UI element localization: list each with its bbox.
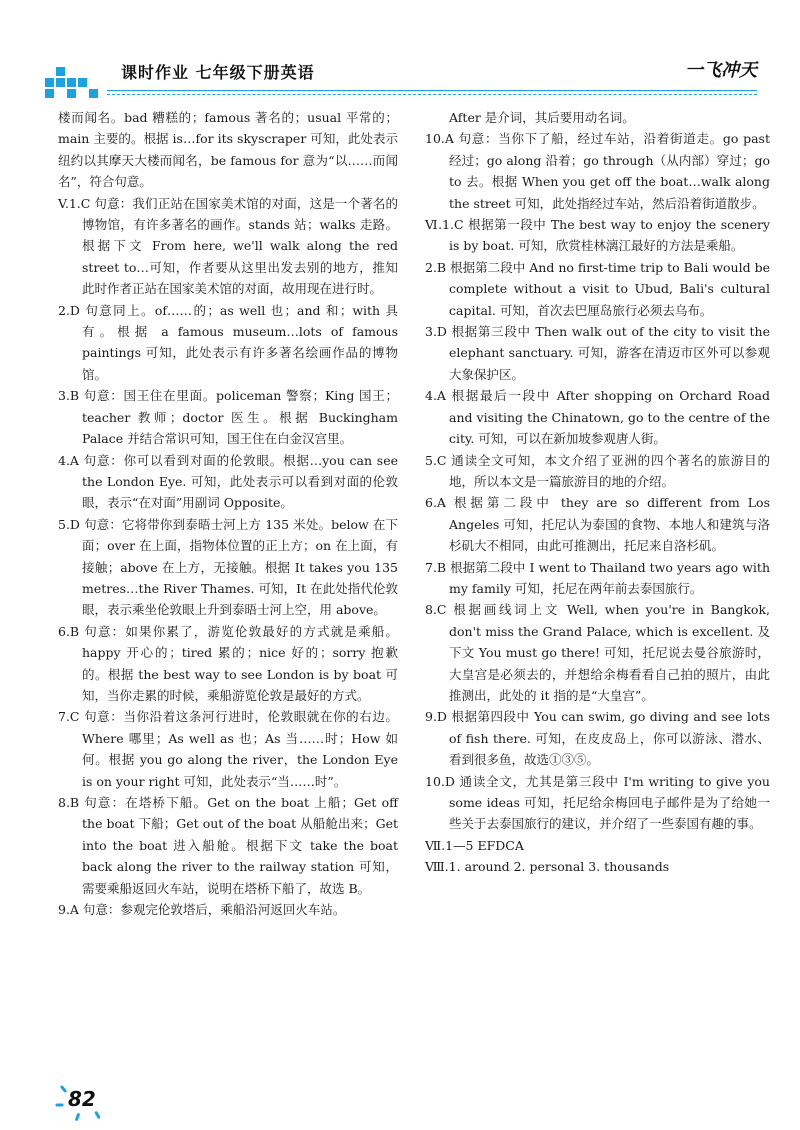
answer-paragraph: 9.D 根据第四段中 You can swim, go diving and see lots of fish there. 可知，在皮皮岛上，你可以游泳、潜水、看到很多鱼，故选①③⑤。: [425, 709, 770, 768]
answer-paragraph: 7.B 根据第二段中 I went to Thailand two years ago with my family 可知，托尼在两年前去泰国旅行。: [425, 559, 770, 596]
header-decoration-icon: [45, 62, 107, 100]
answer-paragraph: Ⅷ.1. around 2. personal 3. thousands: [425, 859, 670, 875]
right-column: [425, 107, 770, 878]
answer-paragraph: 8.C 根据画线词上文 Well, when you're in Bangkok, don't miss the Grand Palace, which is excellent. 及下文 You must go there! 可知，托尼说去曼谷旅游时，大皇宫是必须去的，并想给余梅看看自己拍的照片，由此推测出，此处的 it 指的是“大皇宫”。: [425, 602, 770, 703]
page-header: [45, 58, 757, 104]
header-rule-dashed: [107, 94, 757, 95]
header-title: 课时作业 七年级下册英语: [121, 63, 315, 82]
sun-ray-icon: [60, 1085, 67, 1093]
sun-ray-icon: [94, 1111, 101, 1119]
sun-ray-icon: [56, 1104, 64, 1107]
answer-paragraph: 楼而闻名。bad 糟糕的；famous 著名的；usual 平常的；main 主要的。根据 is…for its skyscraper 可知，此处表示纽约以其摩天大楼而闻名，be famous for 意为“以……而闻名”，符合句意。: [58, 110, 398, 190]
sun-ray-icon: [75, 1113, 81, 1122]
answer-paragraph: 10.A 句意：当你下了船，经过车站，沿着街道走。go past 经过；go along 沿着；go through（从内部）穿过；go to 去。根据 When you get off the boat…walk along the street 可知，此处指经过车站，然后沿着街道散步。: [425, 131, 770, 211]
answer-paragraph: 7.C 句意：当你沿着这条河行进时，伦敦眼就在你的右边。Where 哪里；As well as 也；As 当……时；How 如何。根据 you go along the river，the London Eye is on your right 可知，此处表示“当……时”。: [58, 709, 398, 789]
answer-paragraph: 3.D 根据第三段中 Then walk out of the city to visit the elephant sanctuary. 可知，游客在清迈市区外可以参观大象保护区。: [425, 324, 770, 382]
answer-paragraph: Ⅶ.1—5 EFDCA: [425, 837, 524, 853]
header-rule: [107, 90, 757, 91]
left-column: [58, 107, 398, 920]
answer-paragraph: 4.A 根据最后一段中 After shopping on Orchard Road and visiting the Chinatown, go to the centre of the city. 可知，可以在新加坡参观唐人街。: [425, 388, 770, 447]
answer-paragraph: 5.D 句意：它将带你到泰晤士河上方 135 米处。below 在下面；over 在上面，指物体位置的正上方；on 在上面，有接触；above 在上方，无接触。根据 It takes you 135 metres…the River Thames. 可知，It 在此处指代伦敦眼，表示乘坐伦敦眼上升到泰晤士河上空，用 above。: [58, 516, 398, 618]
answer-paragraph: 4.A 句意：你可以看到对面的伦敦眼。根据…you can see the London Eye. 可知，此处表示可以看到对面的伦敦眼，表示“在对面”用副词 Opposite。: [58, 452, 398, 511]
answer-paragraph: 2.D 句意同上。of……的；as well 也；and 和；with 具有。根据 a famous museum…lots of famous paintings 可知，此处表示有许多著名绘画作品的博物馆。: [58, 302, 398, 382]
answer-paragraph: Ⅵ.1.C 根据第一段中 The best way to enjoy the scenery is by boat. 可知，欣赏桂林漓江最好的方法是乘船。: [425, 217, 770, 254]
answer-paragraph: 5.C 通读全文可知，本文介绍了亚洲的四个著名的旅游目的地，所以本文是一篇旅游目的地的介绍。: [425, 452, 770, 489]
answer-paragraph: 6.B 句意：如果你累了，游览伦敦最好的方式就是乘船。happy 开心的；tired 累的；nice 好的；sorry 抱歉的。根据 the best way to see London is by boat 可知，当你走累的时候，乘船游览伦敦是最好的方式。: [58, 623, 398, 703]
answer-paragraph: V.1.C 句意：我们正站在国家美术馆的对面，这是一个著名的博物馆，有许多著名的画作。stands 站；walks 走路。根据下文 From here, we'll walk along the red street to…可知，作者要从这里出发去别的地方，推知此时作者正站在国家美术馆的对面，故用现在进行时。: [58, 195, 398, 297]
answer-paragraph: 9.A 句意：参观完伦敦塔后，乘船沿河返回火车站。: [58, 902, 346, 918]
brand-logo: 一飞冲天: [685, 60, 757, 81]
answer-paragraph: 3.B 句意：国王住在里面。policeman 警察；King 国王；teacher 教师；doctor 医生。根据 Buckingham Palace 并结合常识可知，国王住在白金汉宫里。: [58, 388, 398, 447]
answer-paragraph: After 是介词，其后要用动名词。: [449, 110, 635, 125]
answer-paragraph: 8.B 句意：在塔桥下船。Get on the boat 上船；Get off the boat 下船；Get out of the boat 从船舱出来；Get into the boat 进入船舱。根据下文 take the boat back along the river to the railway station 可知，需要乘船返回火车站，说明在塔桥下船了，故选 B。: [58, 795, 398, 896]
page-number: 82: [68, 1087, 96, 1111]
page-number-badge: [62, 1085, 110, 1119]
answer-paragraph: 2.B 根据第二段中 And no first-time trip to Bali would be complete without a visit to Ubud, Bali's cultural capital. 可知，首次去巴厘岛旅行必须去乌布。: [425, 259, 770, 318]
answer-paragraph: 6.A 根据第二段中 they are so different from Los Angeles 可知，托尼认为泰国的食物、本地人和建筑与洛杉矶大不相同，由此可推测出，托尼来自洛杉矶。: [425, 495, 770, 554]
answer-paragraph: 10.D 通读全文，尤其是第三段中 I'm writing to give you some ideas 可知，托尼给余梅回电子邮件是为了给她一些关于去泰国旅行的建议，并介绍了一些泰国有趣的事。: [425, 773, 770, 832]
